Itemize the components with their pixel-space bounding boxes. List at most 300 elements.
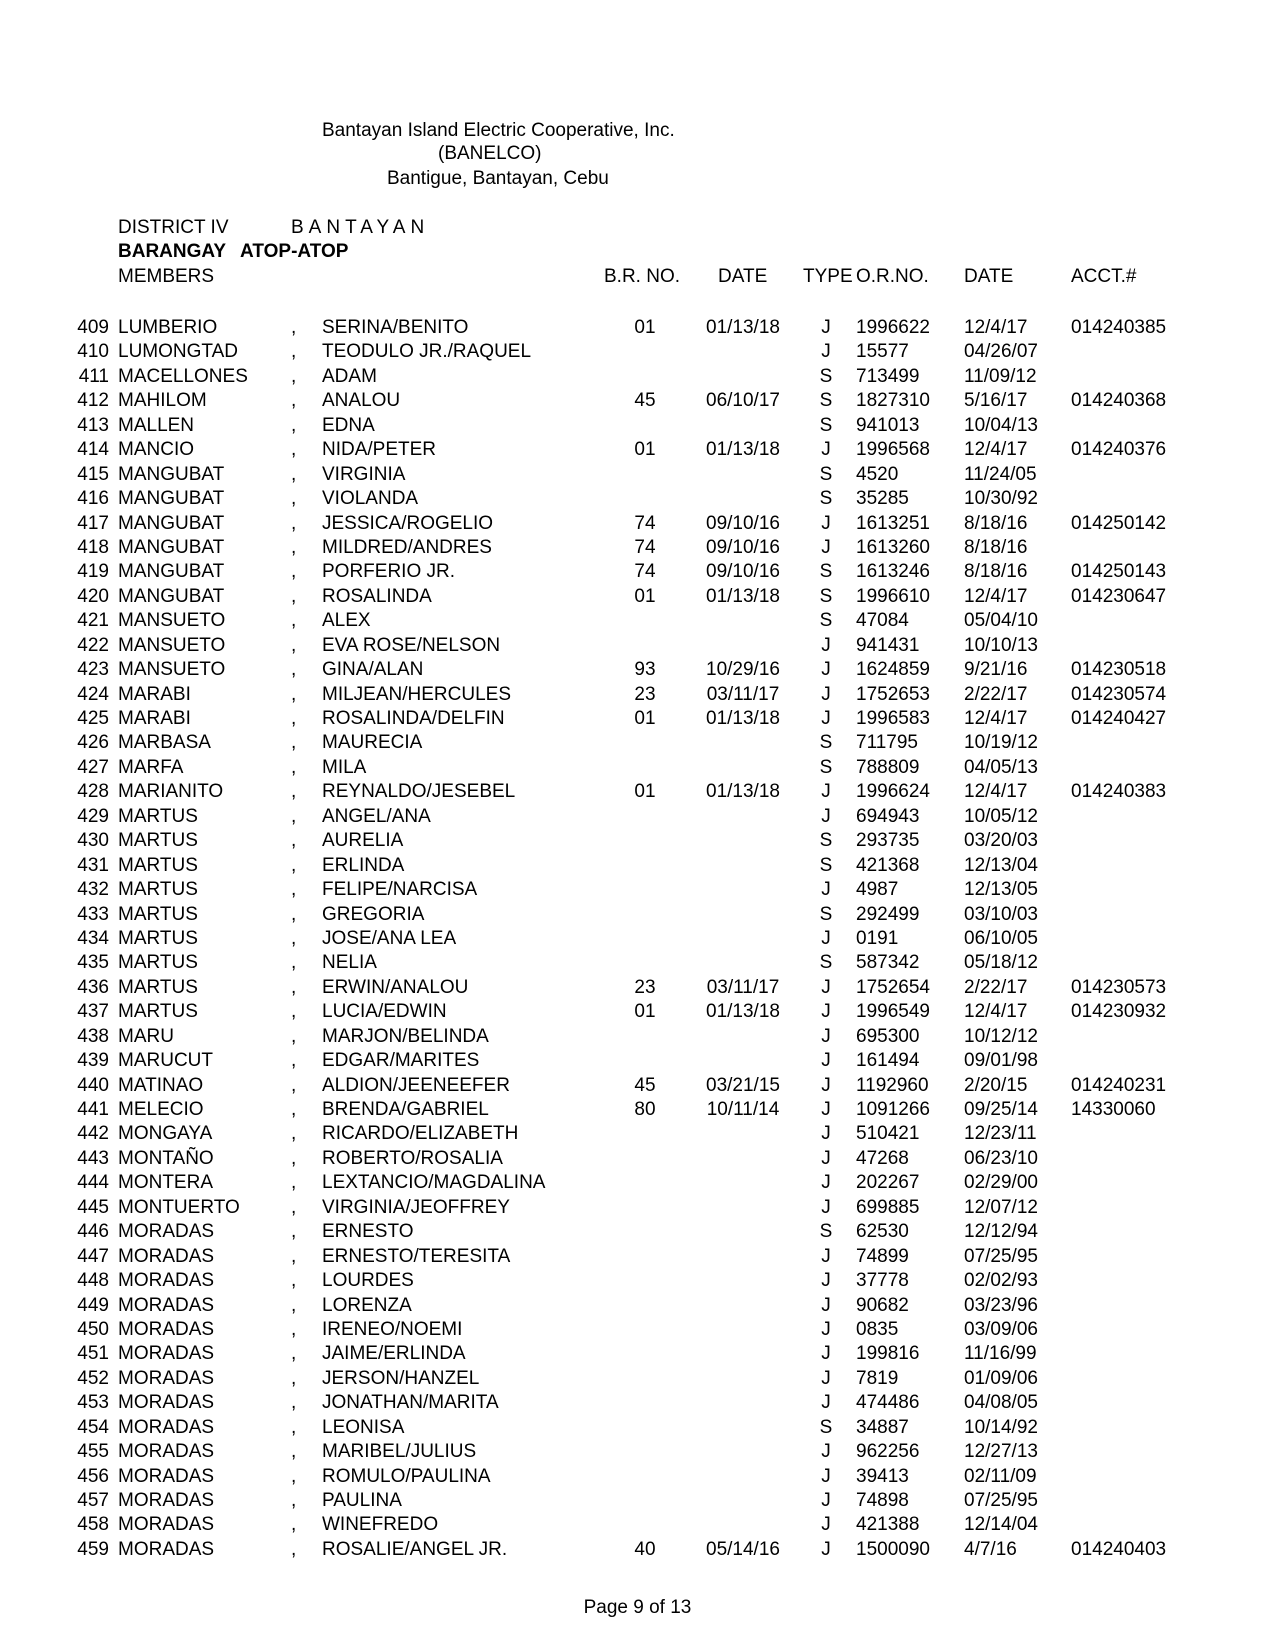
member-first-name: NELIA — [322, 952, 377, 974]
table-row — [0, 904, 1275, 928]
or-number: 421388 — [856, 1514, 920, 1536]
member-first-name: MARJON/BELINDA — [322, 1025, 489, 1047]
member-last-name: LUMBERIO — [118, 317, 218, 338]
or-date: 8/18/16 — [964, 512, 1028, 534]
membership-type: J — [821, 536, 831, 558]
member-first-name: JOSE/ANA LEA — [322, 927, 457, 949]
row-number: 453 — [77, 1392, 109, 1414]
table-row — [0, 1172, 1275, 1196]
or-number: 941431 — [856, 634, 920, 656]
or-number: 510421 — [856, 1123, 920, 1145]
or-date: 2/20/15 — [964, 1074, 1028, 1096]
br-number: 01 — [634, 585, 656, 607]
br-date: 01/13/18 — [706, 708, 780, 729]
or-number: 962256 — [856, 1441, 920, 1463]
br-date: 09/10/16 — [706, 536, 780, 558]
table-row — [0, 659, 1275, 683]
or-number: 587342 — [856, 952, 920, 974]
or-date: 02/11/09 — [964, 1465, 1037, 1487]
member-first-name: ALEX — [322, 610, 371, 632]
membership-type: J — [821, 1343, 831, 1365]
member-last-name: MARU — [118, 1025, 174, 1047]
account-number: 014250142 — [1071, 512, 1167, 534]
name-separator: , — [291, 1294, 297, 1316]
br-date: 01/13/18 — [706, 781, 780, 803]
membership-type: J — [821, 1441, 831, 1463]
row-number: 444 — [77, 1172, 109, 1194]
membership-type: J — [821, 317, 831, 338]
name-separator: , — [291, 585, 297, 607]
or-date: 06/23/10 — [964, 1147, 1038, 1169]
br-date: 01/13/18 — [706, 317, 780, 338]
table-row — [0, 757, 1275, 781]
member-last-name: MARTUS — [118, 830, 198, 852]
name-separator: , — [291, 536, 297, 558]
member-first-name: GINA/ALAN — [322, 659, 424, 681]
name-separator: , — [291, 1514, 297, 1536]
br-number: 45 — [634, 390, 656, 412]
member-last-name: MORADAS — [118, 1465, 215, 1487]
or-date: 09/01/98 — [964, 1050, 1038, 1072]
district-town: BANTAYAN — [291, 217, 430, 238]
table-row — [0, 1148, 1275, 1172]
row-number: 443 — [77, 1147, 109, 1169]
row-number: 452 — [77, 1367, 109, 1389]
table-row — [0, 390, 1275, 414]
or-number: 1996549 — [856, 1001, 930, 1023]
or-number: 74898 — [856, 1490, 909, 1511]
table-row — [0, 1270, 1275, 1294]
table-row — [0, 1123, 1275, 1147]
name-separator: , — [291, 1196, 297, 1218]
membership-type: J — [821, 659, 831, 681]
table-row — [0, 732, 1275, 756]
member-first-name: AURELIA — [322, 830, 404, 852]
membership-type: S — [819, 756, 833, 778]
or-date: 12/13/04 — [964, 854, 1038, 876]
membership-type: J — [821, 1367, 831, 1389]
or-number: 4987 — [856, 879, 899, 901]
row-number: 451 — [77, 1343, 109, 1365]
member-first-name: IRENEO/NOEMI — [322, 1318, 463, 1340]
table-row — [0, 439, 1275, 463]
br-date: 09/10/16 — [706, 512, 780, 534]
account-number: 014230647 — [1071, 585, 1167, 607]
or-number: 1192960 — [856, 1074, 929, 1096]
or-date: 8/18/16 — [964, 561, 1028, 583]
or-number: 292499 — [856, 903, 920, 925]
member-first-name: LORENZA — [322, 1294, 412, 1316]
member-last-name: MONTUERTO — [118, 1196, 240, 1218]
member-last-name: MORADAS — [118, 1245, 215, 1267]
or-number: 199816 — [856, 1343, 920, 1365]
name-separator: , — [291, 781, 297, 803]
member-last-name: MORADAS — [118, 1318, 215, 1340]
membership-type: S — [819, 1221, 833, 1243]
or-number: 47268 — [856, 1147, 909, 1169]
member-last-name: MANSUETO — [118, 610, 226, 632]
or-number: 47084 — [856, 610, 909, 632]
row-number: 416 — [77, 488, 109, 510]
page-number: Page 9 of 13 — [583, 1597, 692, 1618]
row-number: 420 — [77, 585, 109, 607]
member-first-name: PORFERIO JR. — [322, 561, 456, 583]
membership-type: J — [821, 1490, 831, 1511]
col-acct: ACCT.# — [1071, 266, 1137, 287]
table-row — [0, 561, 1275, 585]
br-date: 10/29/16 — [706, 659, 780, 681]
col-type: TYPE — [803, 266, 853, 287]
table-row — [0, 488, 1275, 512]
or-number: 1500090 — [856, 1538, 930, 1560]
or-number: 421368 — [856, 854, 920, 876]
account-number: 014250143 — [1071, 561, 1167, 583]
br-date: 03/11/17 — [706, 976, 780, 998]
row-number: 448 — [77, 1270, 109, 1292]
account-number: 014230932 — [1071, 1001, 1167, 1023]
or-number: 474486 — [856, 1392, 920, 1414]
or-number: 1996568 — [856, 439, 930, 461]
name-separator: , — [291, 390, 297, 412]
row-number: 446 — [77, 1221, 109, 1243]
table-row — [0, 464, 1275, 488]
member-last-name: MONTERA — [118, 1172, 213, 1194]
table-row — [0, 341, 1275, 365]
row-number: 423 — [77, 659, 109, 681]
membership-type: J — [821, 879, 831, 901]
name-separator: , — [291, 1074, 297, 1096]
or-number: 699885 — [856, 1196, 920, 1218]
membership-type: S — [819, 903, 833, 925]
row-number: 413 — [77, 414, 109, 436]
or-date: 04/26/07 — [964, 341, 1038, 363]
member-last-name: MARABI — [118, 708, 191, 729]
row-number: 434 — [77, 927, 109, 949]
member-last-name: MANSUETO — [118, 659, 226, 681]
member-last-name: MORADAS — [118, 1367, 215, 1389]
or-number: 1996622 — [856, 317, 930, 338]
name-separator: , — [291, 952, 297, 974]
or-number: 713499 — [856, 365, 920, 387]
member-first-name: JESSICA/ROGELIO — [322, 512, 494, 534]
member-first-name: JAIME/ERLINDA — [322, 1343, 466, 1365]
name-separator: , — [291, 634, 297, 656]
or-date: 02/02/93 — [964, 1270, 1038, 1292]
membership-type: S — [819, 952, 833, 974]
or-number: 15577 — [856, 341, 909, 363]
member-first-name: VIOLANDA — [322, 488, 419, 510]
membership-type: J — [821, 1538, 831, 1560]
member-last-name: LUMONGTAD — [118, 341, 238, 363]
membership-type: S — [819, 365, 833, 387]
table-row — [0, 635, 1275, 659]
name-separator: , — [291, 1318, 297, 1340]
col-date-2: DATE — [964, 266, 1014, 287]
row-number: 438 — [77, 1025, 109, 1047]
row-number: 441 — [77, 1099, 109, 1120]
name-separator: , — [291, 414, 297, 436]
membership-type: J — [821, 708, 831, 729]
member-first-name: JONATHAN/MARITA — [322, 1392, 499, 1414]
or-number: 34887 — [856, 1416, 909, 1438]
row-number: 456 — [77, 1465, 109, 1487]
name-separator: , — [291, 1490, 297, 1511]
or-number: 711795 — [856, 732, 918, 754]
or-number: 1613246 — [856, 561, 930, 583]
barangay-line — [118, 241, 348, 263]
or-date: 09/25/14 — [964, 1099, 1038, 1120]
col-br-no: B.R. NO. — [604, 266, 681, 287]
or-date: 12/4/17 — [964, 1001, 1028, 1023]
name-separator: , — [291, 1245, 297, 1267]
name-separator: , — [291, 1416, 297, 1438]
or-date: 12/4/17 — [964, 585, 1028, 607]
or-date: 12/14/04 — [964, 1514, 1038, 1536]
membership-type: J — [821, 1245, 831, 1267]
name-separator: , — [291, 1123, 297, 1145]
or-date: 10/19/12 — [964, 732, 1038, 754]
account-number: 014240403 — [1071, 1538, 1167, 1560]
name-separator: , — [291, 1367, 297, 1389]
or-date: 07/25/95 — [964, 1490, 1038, 1511]
br-date: 01/13/18 — [706, 585, 780, 607]
or-date: 05/18/12 — [964, 952, 1038, 974]
member-first-name: ROMULO/PAULINA — [322, 1465, 491, 1487]
table-row — [0, 977, 1275, 1001]
or-number: 941013 — [856, 414, 920, 436]
or-number: 90682 — [856, 1294, 909, 1316]
membership-type: J — [821, 1123, 831, 1145]
or-date: 2/22/17 — [964, 683, 1028, 705]
account-number: 014240231 — [1071, 1074, 1167, 1096]
or-date: 04/08/05 — [964, 1392, 1038, 1414]
member-first-name: LOURDES — [322, 1270, 414, 1292]
name-separator: , — [291, 512, 297, 534]
row-number: 431 — [77, 854, 109, 876]
table-row — [0, 1368, 1275, 1392]
membership-type: J — [821, 341, 831, 363]
table-row — [0, 928, 1275, 952]
name-separator: , — [291, 1001, 297, 1023]
br-number: 74 — [634, 536, 656, 558]
name-separator: , — [291, 805, 297, 827]
row-number: 429 — [77, 805, 109, 827]
member-first-name: ANGEL/ANA — [322, 805, 431, 827]
membership-type: J — [821, 1196, 831, 1218]
member-last-name: MARTUS — [118, 1001, 198, 1023]
member-first-name: NIDA/PETER — [322, 439, 437, 461]
or-number: 695300 — [856, 1025, 920, 1047]
or-date: 2/22/17 — [964, 976, 1028, 998]
br-number: 80 — [634, 1099, 656, 1120]
or-date: 05/04/10 — [964, 610, 1038, 632]
or-date: 10/10/13 — [964, 634, 1038, 656]
membership-type: S — [819, 830, 833, 852]
name-separator: , — [291, 1270, 297, 1292]
membership-type: S — [819, 463, 833, 485]
name-separator: , — [291, 341, 297, 363]
table-row — [0, 1539, 1275, 1563]
membership-type: S — [819, 1416, 833, 1438]
br-number: 23 — [634, 976, 656, 998]
name-separator: , — [291, 365, 297, 387]
account-number: 14330060 — [1071, 1099, 1156, 1120]
member-last-name: MARABI — [118, 683, 191, 705]
table-row — [0, 1001, 1275, 1025]
membership-type: S — [819, 610, 833, 632]
or-date: 10/05/12 — [964, 805, 1038, 827]
member-last-name: MACELLONES — [118, 365, 248, 387]
row-number: 410 — [77, 341, 109, 363]
member-first-name: ROBERTO/ROSALIA — [322, 1147, 503, 1169]
table-row — [0, 415, 1275, 439]
or-number: 7819 — [856, 1367, 899, 1389]
members-table — [0, 317, 1275, 1563]
member-last-name: MANGUBAT — [118, 561, 225, 583]
row-number: 450 — [77, 1318, 109, 1340]
or-number: 74899 — [856, 1245, 909, 1267]
or-number: 62530 — [856, 1221, 909, 1243]
member-last-name: MANCIO — [118, 439, 194, 461]
membership-type: S — [819, 488, 833, 510]
member-last-name: MARTUS — [118, 854, 198, 876]
table-row — [0, 1099, 1275, 1123]
or-date: 03/20/03 — [964, 830, 1038, 852]
table-row — [0, 537, 1275, 561]
barangay-name: ATOP-ATOP — [240, 241, 349, 262]
account-number: 014230574 — [1071, 683, 1167, 705]
membership-type: S — [819, 561, 833, 583]
or-number: 1996583 — [856, 708, 930, 729]
row-number: 415 — [77, 463, 109, 485]
row-number: 457 — [77, 1490, 109, 1511]
organization-acronym: (BANELCO) — [438, 143, 542, 164]
row-number: 447 — [77, 1245, 109, 1267]
membership-type: S — [819, 585, 833, 607]
table-row — [0, 1295, 1275, 1319]
or-number: 788809 — [856, 756, 920, 778]
or-number: 202267 — [856, 1172, 920, 1194]
membership-type: J — [821, 512, 831, 534]
table-row — [0, 684, 1275, 708]
row-number: 433 — [77, 903, 109, 925]
membership-type: J — [821, 1294, 831, 1316]
membership-type: J — [821, 1147, 831, 1169]
column-header-row — [0, 266, 1275, 290]
row-number: 421 — [77, 610, 109, 632]
row-number: 422 — [77, 634, 109, 656]
or-date: 10/04/13 — [964, 414, 1038, 436]
row-number: 436 — [77, 976, 109, 998]
member-first-name: JERSON/HANZEL — [322, 1367, 480, 1389]
member-first-name: VIRGINIA — [322, 463, 406, 485]
membership-type: J — [821, 1392, 831, 1414]
or-number: 694943 — [856, 805, 920, 827]
or-date: 11/09/12 — [964, 365, 1037, 387]
membership-type: J — [821, 1050, 831, 1072]
member-last-name: MANGUBAT — [118, 463, 225, 485]
member-first-name: MILA — [322, 756, 367, 778]
membership-type: J — [821, 683, 831, 705]
or-date: 07/25/95 — [964, 1245, 1038, 1267]
membership-type: S — [819, 414, 833, 436]
row-number: 437 — [77, 1001, 109, 1023]
member-first-name: ALDION/JEENEEFER — [322, 1074, 510, 1096]
or-date: 4/7/16 — [964, 1538, 1017, 1560]
row-number: 409 — [77, 317, 109, 338]
br-number: 74 — [634, 561, 656, 583]
name-separator: , — [291, 683, 297, 705]
name-separator: , — [291, 854, 297, 876]
br-number: 74 — [634, 512, 656, 534]
account-number: 014240368 — [1071, 390, 1167, 412]
member-last-name: MANGUBAT — [118, 512, 225, 534]
or-date: 12/07/12 — [964, 1196, 1038, 1218]
member-last-name: MORADAS — [118, 1538, 215, 1560]
member-first-name: TEODULO JR./RAQUEL — [322, 341, 532, 363]
member-first-name: ROSALIE/ANGEL JR. — [322, 1538, 508, 1560]
name-separator: , — [291, 756, 297, 778]
member-last-name: MARUCUT — [118, 1050, 213, 1072]
membership-type: J — [821, 1001, 831, 1023]
or-date: 9/21/16 — [964, 659, 1028, 681]
member-first-name: SERINA/BENITO — [322, 317, 469, 338]
name-separator: , — [291, 903, 297, 925]
name-separator: , — [291, 317, 297, 338]
row-number: 430 — [77, 830, 109, 852]
member-last-name: MARTUS — [118, 879, 198, 901]
or-date: 11/24/05 — [964, 463, 1037, 485]
or-number: 0835 — [856, 1318, 899, 1340]
or-date: 12/4/17 — [964, 317, 1028, 338]
row-number: 454 — [77, 1416, 109, 1438]
table-row — [0, 1050, 1275, 1074]
or-number: 1613260 — [856, 536, 930, 558]
member-first-name: ADAM — [322, 365, 377, 387]
table-row — [0, 317, 1275, 341]
or-date: 06/10/05 — [964, 927, 1038, 949]
row-number: 432 — [77, 879, 109, 901]
table-row — [0, 1466, 1275, 1490]
membership-type: J — [821, 976, 831, 998]
or-date: 12/27/13 — [964, 1441, 1038, 1463]
or-date: 12/4/17 — [964, 781, 1028, 803]
name-separator: , — [291, 1465, 297, 1487]
member-last-name: MARTUS — [118, 805, 198, 827]
or-number: 293735 — [856, 830, 920, 852]
or-number: 1996610 — [856, 585, 930, 607]
barangay-label: BARANGAY — [118, 241, 227, 262]
account-number: 014230573 — [1071, 976, 1167, 998]
or-date: 5/16/17 — [964, 390, 1028, 412]
member-first-name: LUCIA/EDWIN — [322, 1001, 447, 1023]
member-first-name: REYNALDO/JESEBEL — [322, 781, 516, 803]
br-date: 06/10/17 — [706, 390, 780, 412]
member-last-name: MATINAO — [118, 1074, 204, 1096]
name-separator: , — [291, 1099, 297, 1120]
membership-type: J — [821, 439, 831, 461]
or-number: 1827310 — [856, 390, 930, 412]
membership-type: J — [821, 1465, 831, 1487]
table-row — [0, 1319, 1275, 1343]
membership-type: J — [821, 1172, 831, 1194]
member-first-name: MILDRED/ANDRES — [322, 536, 492, 558]
account-number: 014240427 — [1071, 708, 1167, 729]
name-separator: , — [291, 1050, 297, 1072]
district-line — [118, 217, 430, 239]
row-number: 459 — [77, 1538, 109, 1560]
col-members: MEMBERS — [118, 266, 215, 287]
